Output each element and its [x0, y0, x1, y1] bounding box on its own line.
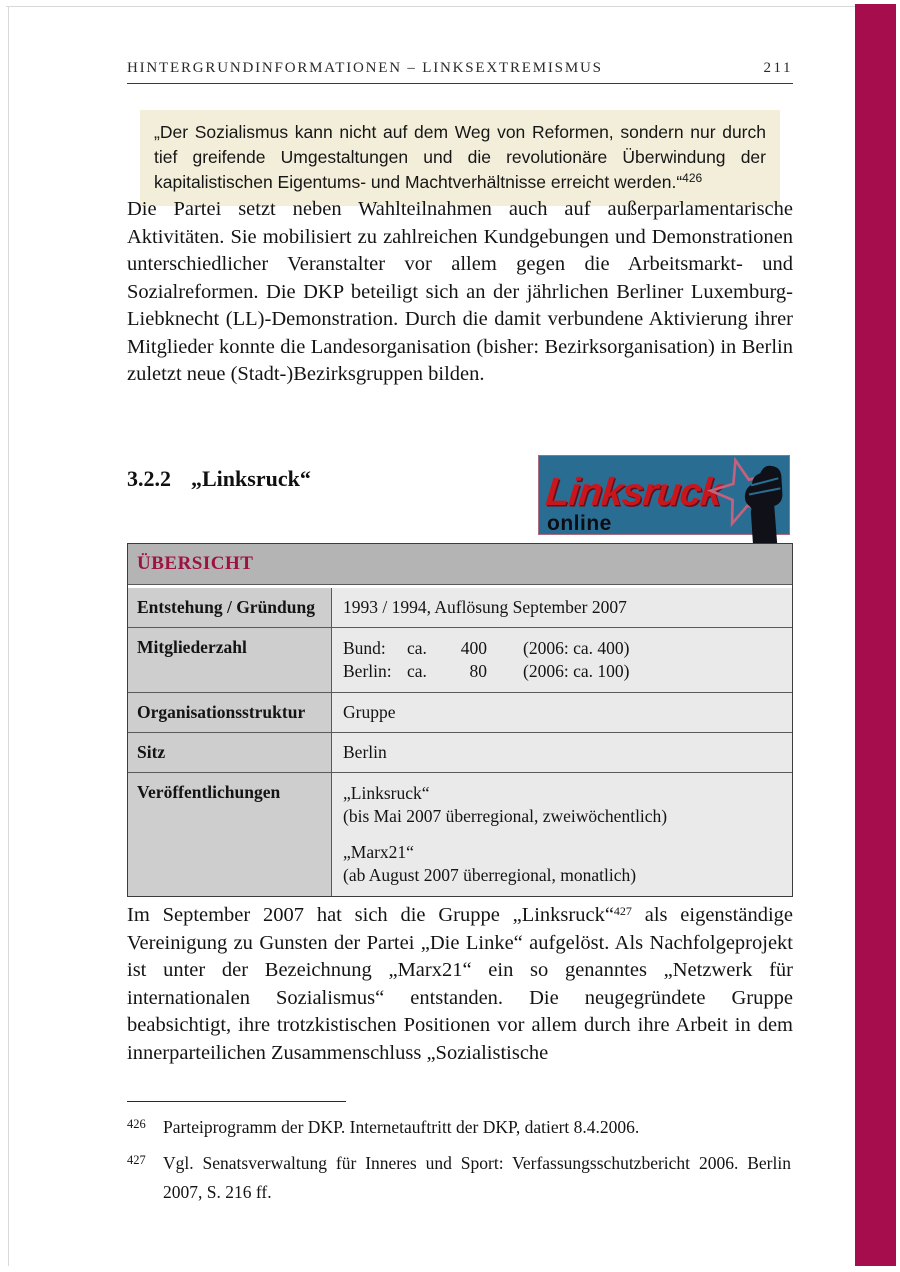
row-value	[332, 628, 792, 692]
publication-marx21	[343, 841, 784, 887]
star-fist-icon	[691, 450, 797, 546]
row-label: Sitz	[128, 733, 332, 772]
member-count: 400	[460, 638, 487, 658]
member-line-bund	[343, 637, 784, 660]
paragraph-linksruck-dissolution	[127, 902, 793, 1067]
logo-title: Linksruck	[543, 471, 724, 514]
publication-linksruck	[343, 782, 784, 828]
quote-block	[140, 110, 780, 206]
running-head	[127, 60, 793, 84]
footnote-separator	[127, 1101, 346, 1102]
section-title: „Linksruck“	[191, 466, 311, 491]
publication-name: „Marx21“	[343, 842, 414, 862]
publication-name: „Linksruck“	[343, 783, 430, 803]
row-label: Mitgliederzahl	[128, 628, 332, 692]
paragraph2-part1: Im September 2007 hat sich die Gruppe „Linksruck“	[127, 904, 614, 926]
section-heading	[127, 466, 311, 492]
footnote-text: Parteiprogramm der DKP. Internetauftritt der DKP, datiert 8.4.2006.	[163, 1117, 640, 1137]
quote-text: „Der Sozialismus kann nicht auf dem Weg von Reformen, sondern nur durch tief greifende Umgestaltungen und die revolutionäre Überwindung der kapitalistischen Eigentums- und Machtverhältnisse erreicht werden.“	[154, 122, 766, 192]
member-place: Bund:	[343, 638, 386, 658]
member-approx: ca.	[407, 661, 427, 681]
accent-bar	[855, 4, 896, 1266]
footnote-text: Vgl. Senatsverwaltung für Inneres und Sport: Verfassungsschutzbericht 2006. Berlin 2007, S. 216 ff.	[163, 1153, 791, 1202]
member-line-berlin	[343, 660, 784, 683]
row-value: Gruppe	[332, 693, 792, 732]
table-row-sitz	[128, 732, 792, 772]
footnote-ref-426: 426	[682, 171, 703, 185]
paragraph2-part2: als eigenständige Vereinigung zu Gunsten der Partei „Die Linke“ aufgelöst. Als Nachfolgeprojekt ist unter der Bezeichnung „Marx21“ ein so genanntes „Netzwerk für internationalen Sozialismus“ entstanden. Die neugegründete Gruppe beabsichtigt, ihre trotzkistischen Positionen vor allem durch ihre Arbeit in dem innerparteilichen Zusammenschluss „Sozialistische	[127, 904, 793, 1064]
table-row-organisationsstruktur	[128, 692, 792, 732]
row-label: Veröffentlichungen	[128, 773, 332, 896]
page-number: 211	[763, 60, 793, 76]
row-label: Organisationsstruktur	[128, 693, 332, 732]
footnote-427	[127, 1149, 791, 1207]
page-left-edge	[8, 6, 9, 1266]
page-top-edge	[6, 6, 855, 7]
member-approx: ca.	[407, 638, 427, 658]
overview-table	[127, 543, 793, 897]
member-compare: (2006: ca. 400)	[523, 638, 630, 658]
section-number: 3.2.2	[127, 466, 171, 491]
publication-details: (ab August 2007 überregional, monatlich)	[343, 865, 637, 885]
row-value	[332, 773, 792, 896]
logo-subtitle: online	[547, 512, 612, 535]
member-compare: (2006: ca. 100)	[523, 661, 630, 681]
table-row-entstehung	[128, 588, 792, 627]
member-place: Berlin:	[343, 661, 392, 681]
row-value: 1993 / 1994, Auflösung September 2007	[332, 588, 792, 627]
row-label: Entstehung / Gründung	[128, 588, 332, 627]
footnote-ref-427: 427	[613, 904, 632, 918]
table-row-mitgliederzahl	[128, 627, 792, 692]
footnote-marker: 426	[127, 1117, 146, 1131]
publication-details: (bis Mai 2007 überregional, zweiwöchentlich)	[343, 806, 668, 826]
row-value: Berlin	[332, 733, 792, 772]
linksruck-logo	[538, 455, 790, 535]
running-head-title: HINTERGRUNDINFORMATIONEN – LINKSEXTREMISMUS	[127, 60, 603, 76]
table-row-veroeffentlichungen	[128, 772, 792, 896]
footnote-marker: 427	[127, 1153, 146, 1167]
member-count: 80	[469, 661, 487, 681]
overview-table-title: ÜBERSICHT	[128, 544, 792, 585]
paragraph-dkp-activities: Die Partei setzt neben Wahlteilnahmen auch auf außerparlamentarische Aktivitäten. Sie mobilisiert zu zahlreichen Kundgebungen und Demonstrationen unterschiedlicher Veranstalter vor allem gegen die Arbeitsmarkt- und Sozialreformen. Die DKP beteiligt sich an der jährlichen Berliner Luxemburg-Liebknecht (LL)-Demonstration. Durch die damit verbundene Aktivierung ihrer Mitglieder konnte die Landesorganisation (bisher: Bezirksorganisation) in Berlin zuletzt neue (Stadt-)Bezirksgruppen bilden.	[127, 198, 793, 385]
footnote-426	[127, 1113, 791, 1142]
